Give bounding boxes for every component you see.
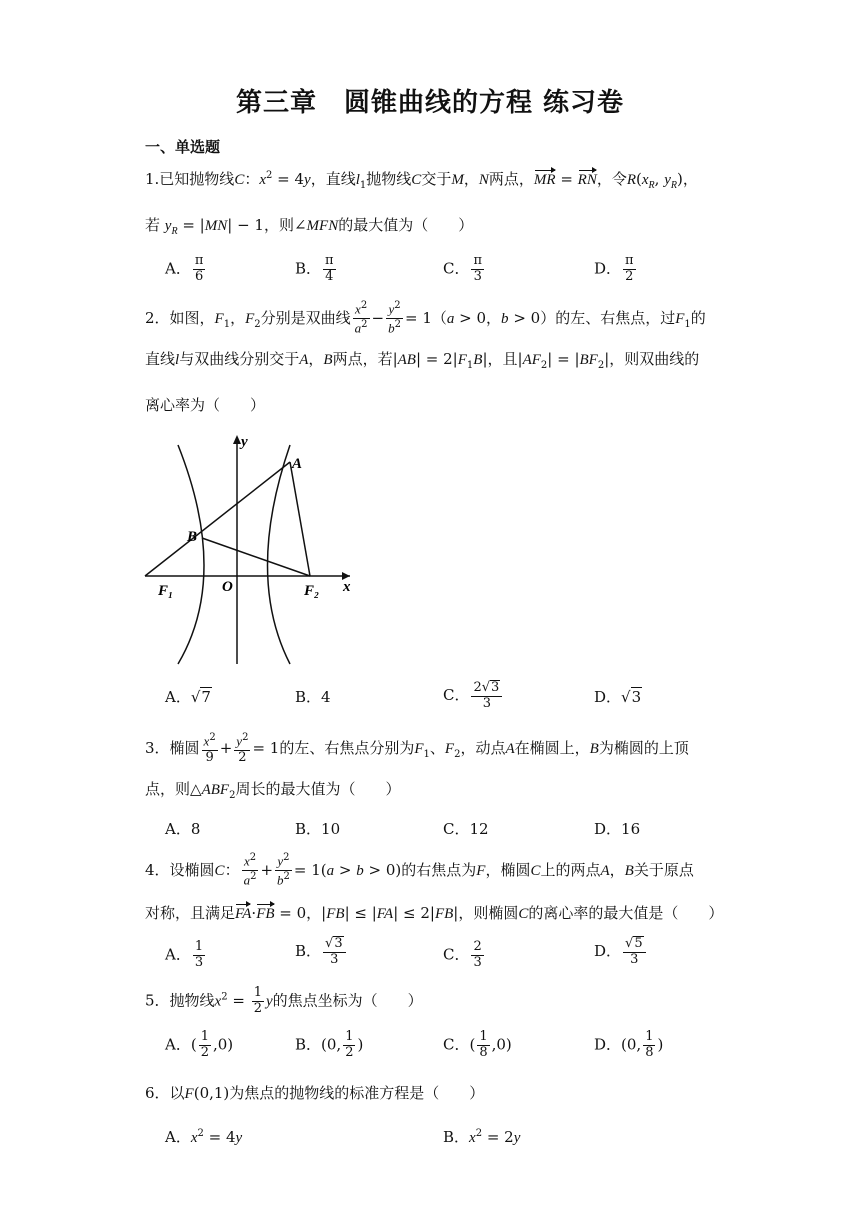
q2-line2: 直线l与双曲线分别交于A，B两点，若$|AB| = 2|F_1B|$，且$|AF_2| = |BF_2|$，则双曲线的: [145, 350, 700, 371]
q6-option-b[interactable]: B．$x^2 = 2y$: [443, 1128, 521, 1146]
q3-option-a[interactable]: A．8: [165, 820, 201, 838]
hyperbola-figure: [140, 430, 365, 670]
q5-option-a[interactable]: A．( $\frac{1}{2}$ ,0): [165, 1029, 234, 1060]
label-a: A: [292, 456, 303, 472]
q5-option-c[interactable]: C．( $\frac{1}{8}$ ,0): [443, 1029, 512, 1060]
q4-option-a[interactable]: A． $\frac{1}{3}$: [165, 939, 204, 970]
q1-option-b[interactable]: B． $\frac{\pi}{4}$: [295, 253, 334, 284]
q4-line2: 对称，且满足FA·FB = 0，|FB| ≤ |FA| ≤ 2|FB|，则椭圆C的离心率的最大值是（ ）: [145, 904, 724, 922]
q2-option-a[interactable]: A．√7: [165, 688, 211, 706]
q4-option-b[interactable]: B． $\frac{√3}{3}$: [295, 936, 348, 968]
q3-line1: 3．椭圆 $\frac{x^2}{9}$ + $\frac{y^2}{2}$ = 1的左、右焦点分别为$F_1$、$F_2$，动点A在椭圆上，B为椭圆的上顶: [145, 732, 689, 766]
label-b: B: [187, 529, 198, 545]
q1-line2: 若 $y_R = |MN| - 1$，则∠MFN的最大值为（ ）: [145, 216, 474, 237]
q5-line1: 5．抛物线$x^2$ = $\frac{1}{2}$ y的焦点坐标为（ ）: [145, 985, 423, 1016]
label-y: y: [241, 434, 248, 450]
q1-option-a[interactable]: A． $\frac{\pi}{6}$: [165, 253, 204, 284]
section-heading: 一、单选题: [145, 138, 221, 156]
label-f1: F₁: [158, 583, 174, 599]
q4-line1: 4．设椭圆C： $\frac{x^2}{a^2}$ + $\frac{y^2}{b^2}$ = 1(a > b > 0)的右焦点为F，椭圆C上的两点A，B关于原点: [145, 852, 694, 888]
q4-option-c[interactable]: C． $\frac{2}{3}$: [443, 939, 482, 970]
q3-option-d[interactable]: D．16: [594, 820, 641, 838]
q2-option-b[interactable]: B．4: [295, 688, 331, 706]
page-title: 第三章 圆锥曲线的方程 练习卷: [235, 88, 625, 118]
q2-option-c[interactable]: C． $\frac{2√3}{3}$: [443, 680, 504, 712]
q2-option-d[interactable]: D．√3: [594, 688, 642, 706]
q1-option-d[interactable]: D． $\frac{\pi}{2}$: [594, 253, 634, 284]
q3-option-c[interactable]: C．12: [443, 820, 489, 838]
q5-option-d[interactable]: D．(0, $\frac{1}{8}$ ): [594, 1029, 664, 1060]
q6-option-a[interactable]: A．$x^2 = 4y$: [165, 1128, 243, 1146]
q4-option-d[interactable]: D． $\frac{√5}{3}$: [594, 936, 648, 968]
label-x: x: [343, 579, 351, 595]
q2-line3: 离心率为（ ）: [145, 396, 266, 414]
q5-option-b[interactable]: B．(0, $\frac{1}{2}$ ): [295, 1029, 364, 1060]
label-f2: F₂: [304, 583, 320, 599]
q1-line1: 1.已知抛物线C：$x^2 = 4y$，直线$l_1$抛物线C交于M，N两点，MR = RN，令$R(x_R$, $y_R$)，: [145, 170, 698, 191]
label-o: O: [222, 579, 233, 595]
q2-line1: 2．如图，$F_1$，$F_2$分别是双曲线 $\frac{x^2}{a^2}$ − $\frac{y^2}{b^2}$ = 1（a > 0，b > 0）的左、右焦点，过$F_1$的: [145, 300, 706, 336]
q3-option-b[interactable]: B．10: [295, 820, 341, 838]
q3-line2: 点，则$\triangle ABF_2$周长的最大值为（ ）: [145, 780, 401, 801]
q6-line1: 6．以F(0,1)为焦点的抛物线的标准方程是（ ）: [145, 1084, 485, 1102]
q1-option-c[interactable]: C． $\frac{\pi}{3}$: [443, 253, 483, 284]
